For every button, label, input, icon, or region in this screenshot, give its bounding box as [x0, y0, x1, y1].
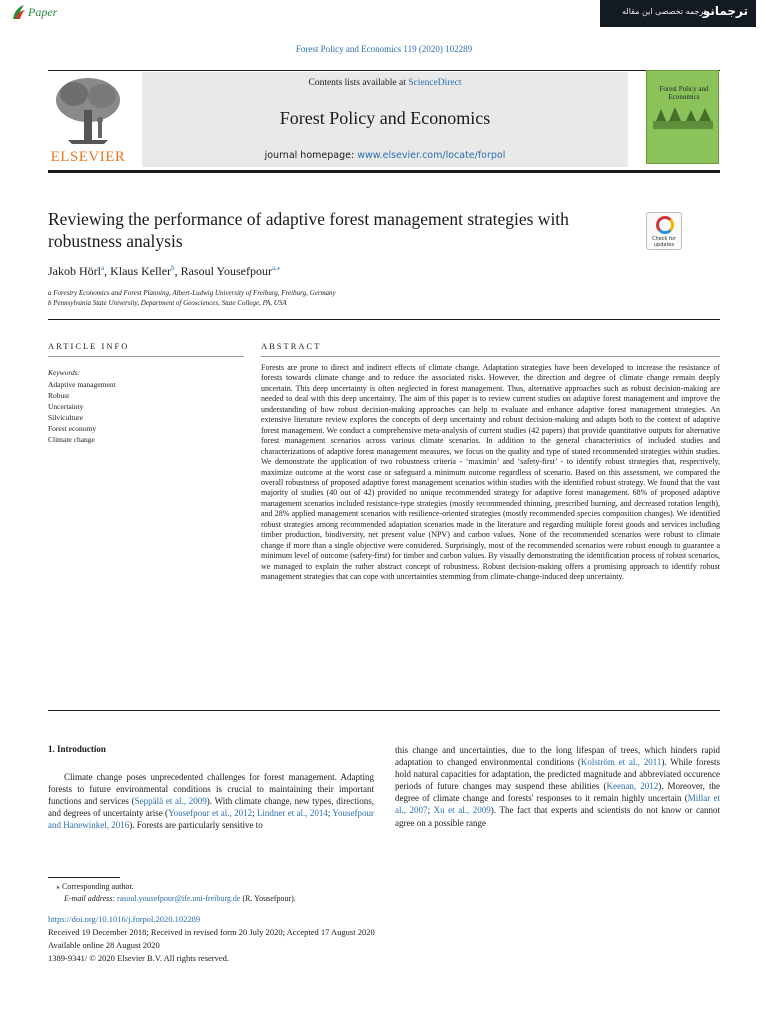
paper-brand-logo — [10, 2, 66, 24]
elsevier-wordmark: ELSEVIER — [50, 149, 126, 165]
journal-homepage-link[interactable]: www.elsevier.com/locate/forpol — [357, 150, 506, 161]
section-heading-introduction: 1. Introduction — [48, 744, 106, 754]
affiliation: b Pennsylvania State University, Department of Geosciences, State College, PA, USA — [48, 299, 287, 307]
author-affiliation-mark[interactable]: a — [101, 264, 105, 272]
body-text: ). Moreover, the degree of climate change and forests' responses to it remain highly uncertain ( — [395, 781, 720, 804]
abstract-text: Forests are prone to direct and indirect effects of climate change. Adaptation strategies have been developed to increase the resistance of forests towards climate change and to reduce the associated risks. However, the direction and degree of climate change remain deeply uncertain. This deep uncertainty is often neglected in forest management. Thus, alternative approaches such as robust decision-making are needed to deal with this deep uncertainty. The aim of this paper is to review current studies on adaptive forest management and improve the understanding of how robust decision-making approaches can help to evaluate and enhance adaptive forest management strategies. An extensive literature review explores the concepts of deep uncertainty and robust decision-making and adapts both to the context of adaptive forest management. We conduct a comprehensive meta-analysis of current studies (42 papers) that provide quantitative outputs for alternative forest management scenarios across various climate scenarios. In addition to the general characteristics of included studies and characterizations of adaptive forest management measures, we focus on the quality and type of stated recommended strategies within studies. We demonstrate the application of two robustness criteria - ‘maximin’ and ‘safety-first’ - to identify robust strategies that, respectively, maximize outcome at the worst case or safeguard a minimum outcome regardless of scenario. Based on this assessment, we compared the overall robustness of proposed adaptive forest management scenarios within studies with the identified robust strategy. We found that the vast majority of studies (40 out of 42) provided no unique recommended strategy for adaptive forest management. 68% of proposed adaptive management scenarios included resistance-type strategies (mostly recommended thinning, prescribed burning, and decreased rotation length), and 28% applied management scenarios with resilience-oriented strategies (mostly recommended species composition changes). We identified robust strategies among recommended adaptation scenarios made in the literature and regarding multiple forest goods and services including timber production, biodiversity, net present value (NPV) and carbon values. None of the recommended scenarios were robust to climate change if more than a single objective were considered. Surprisingly, most of the recommended scenarios were robust enough to guarantee a minimum level of outcome (safety-first) for timber and carbon values. By visually demonstrating the identification process of robust scenarios, we managed to explain the rather abstract concept of robustness. Robust decision-making offers a promising approach to identify robust management strategies that can cope with uncertainties stemming from climate-change-induced deep uncertainty. — [261, 363, 720, 582]
citation-link[interactable]: Xu et al., 2009 — [433, 805, 491, 816]
paper-logo-icon — [10, 2, 28, 22]
body-text: Climate change poses unprecedented challenges for forest management. Adapting forests to future environmental conditions is crucial to maintaining their important functions and services ( — [48, 772, 374, 807]
article-info-rule — [48, 356, 244, 357]
abstract-bottom-rule — [48, 710, 720, 711]
cover-trees-icon — [653, 107, 713, 129]
contents-prefix: Contents lists available at — [308, 78, 409, 88]
journal-title: Forest Policy and Economics — [279, 108, 491, 128]
translation-brand-logo: ترجمانو — [702, 4, 748, 18]
doi-link[interactable]: https://doi.org/10.1016/j.forpol.2020.102289 — [48, 914, 201, 924]
keyword: Uncertainty — [48, 402, 84, 411]
translation-banner[interactable] — [600, 0, 756, 27]
journal-homepage-line — [142, 150, 628, 161]
affiliation: a Forestry Economics and Forest Planning, Albert-Ludwig University of Freiburg, Freiburg, Germany — [48, 289, 336, 297]
keywords-label: Keywords: — [48, 368, 81, 377]
homepage-prefix: journal homepage: — [264, 150, 358, 161]
elsevier-logo — [48, 74, 128, 166]
keyword: Silviculture — [48, 413, 83, 422]
crossmark-icon — [656, 216, 674, 234]
journal-reference[interactable]: Forest Policy and Economics 119 (2020) 102289 — [295, 44, 473, 54]
email-footnote — [64, 894, 296, 903]
keyword: Climate change — [48, 435, 95, 444]
author-affiliation-mark[interactable]: a,⁎ — [271, 264, 281, 272]
email-suffix: (R. Yousefpour). — [240, 894, 296, 903]
author-name: Rasoul Yousefpour — [180, 264, 272, 278]
body-text: ). With climate change, new types, directions, and degrees of uncertainty arise ( — [48, 796, 375, 819]
author-list: Jakob Hörl$^a$, Klaus Keller$^b$, Rasoul Yousefpour$^{a,⁎}$ — [48, 264, 281, 278]
corresponding-author-note: ⁎ Corresponding author. — [56, 882, 134, 891]
email-label: E-mail address: — [64, 894, 118, 903]
citation-link[interactable]: Yousefpour and Hanewinkel, 2016 — [48, 808, 374, 831]
article-title: Reviewing the performance of adaptive forest management strategies with robustness analysis — [48, 209, 569, 251]
translation-banner-text: ترجمه تخصصی این مقاله — [622, 7, 707, 16]
citation-link[interactable]: Yousefpour et al., 2012 — [168, 808, 253, 819]
author-email-link[interactable]: rasoul.yousefpour@ife.uni-freiburg.de — [117, 894, 241, 903]
citation-link[interactable]: Kolström et al., 2011 — [580, 757, 662, 768]
keyword: Adaptive management — [48, 380, 116, 389]
copyright-line: 1389-9341/ © 2020 Elsevier B.V. All rights reserved. — [48, 953, 230, 963]
keyword-list — [48, 379, 238, 445]
citation-link[interactable]: Lindner et al., 2014 — [256, 808, 328, 819]
keyword: Forest economy — [48, 424, 97, 433]
journal-cover-image — [646, 70, 719, 164]
citation-link[interactable]: Seppälä et al., 2009 — [134, 796, 207, 807]
elsevier-tree-icon — [48, 74, 128, 146]
abstract-heading: ABSTRACT — [261, 341, 322, 351]
footnote-rule — [48, 877, 120, 878]
keyword: Robust — [48, 391, 70, 400]
body-text: ; — [327, 808, 333, 819]
masthead-bottom-rule — [48, 170, 720, 173]
available-online-date: Available online 28 August 2020 — [48, 940, 160, 950]
body-text: this change and uncertainties, due to the long lifespan of trees, which hinders rapid adaptation to changed environmental conditions ( — [395, 745, 720, 768]
received-dates: Received 19 December 2018; Received in revised form 20 July 2020; Accepted 17 August 2020 — [48, 927, 375, 937]
body-text-right-column — [395, 744, 720, 829]
body-text: ). Forests are particularly sensitive to — [129, 820, 263, 831]
abstract-rule — [261, 356, 720, 357]
author-affiliation-mark[interactable]: b — [171, 264, 175, 272]
paper-brand-text: Paper — [28, 5, 58, 19]
affiliation-rule — [48, 319, 720, 320]
author-name: Klaus Keller — [110, 264, 172, 278]
body-text: ; — [252, 808, 257, 819]
citation-link[interactable]: Keenan, 2012 — [606, 781, 659, 792]
check-for-updates-label: Check for updates — [652, 236, 676, 248]
body-text: ). While forests hold natural capacities for adaptation, the predicted magnitude and abbreviated occurence periods of future changes may suspend these abilities ( — [395, 757, 720, 792]
sciencedirect-link[interactable]: ScienceDirect — [408, 78, 462, 88]
body-text: ; — [427, 805, 434, 816]
cover-title: Forest Policy and Economics — [659, 85, 709, 101]
article-info-heading: ARTICLE INFO — [48, 341, 130, 351]
contents-line — [142, 78, 628, 88]
masthead-top-rule — [48, 70, 720, 71]
check-for-updates-badge[interactable] — [646, 212, 682, 250]
body-text: ). The fact that experts and scientists do not know or cannot agree on a possible range — [395, 805, 720, 828]
citation-link[interactable]: Millar et al., 2007 — [395, 793, 720, 816]
author-name: Jakob Hörl — [48, 264, 101, 278]
body-text-left-column — [48, 771, 374, 831]
